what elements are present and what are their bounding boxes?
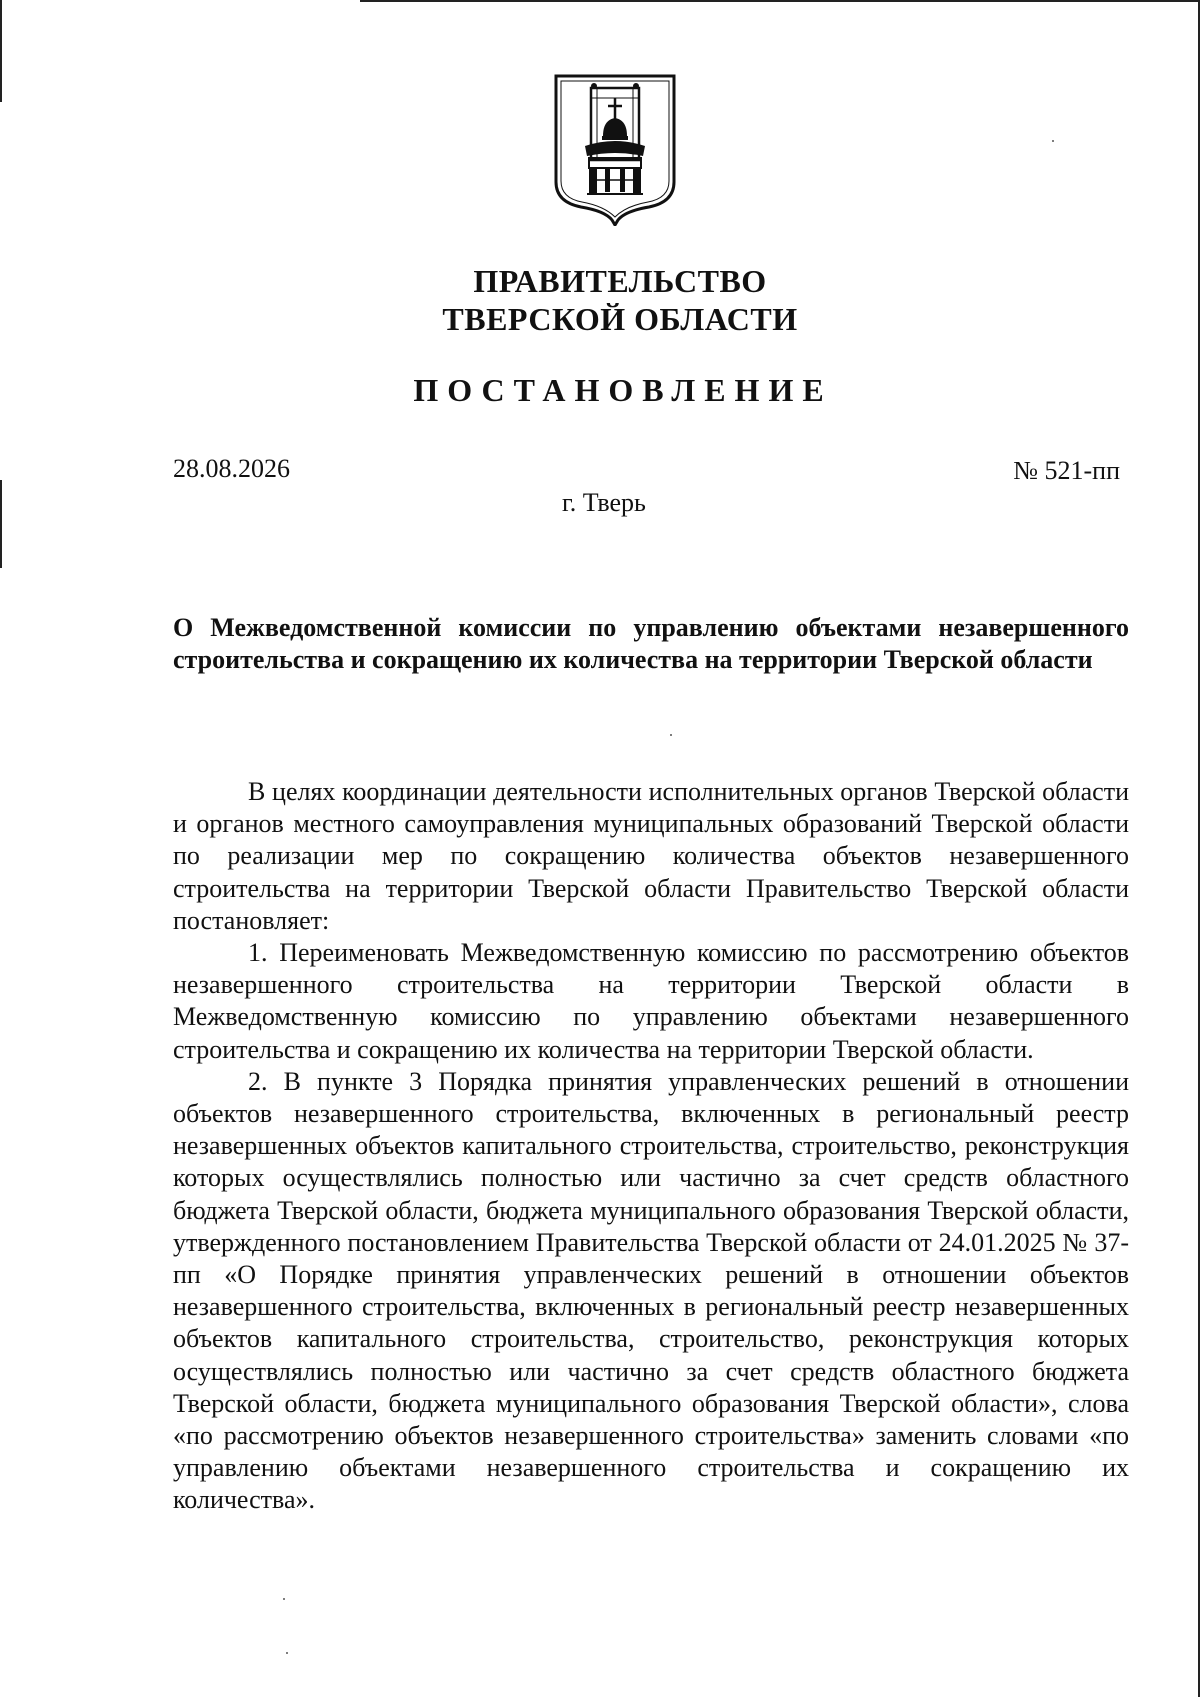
document-body bbox=[173, 776, 1129, 1517]
scan-speck bbox=[670, 734, 672, 736]
body-item-2: 2. В пункте 3 Порядка принятия управленческих решений в отношении объектов незавершенного строительства, включенных в региональный реестр незавершенных объектов капитального строительства, строительство, реконструкция которых осуществлялись полностью или частично за счет средств областного бюджета Тверской области, бюджета муниципального образования Тверской области, утвержденного постановлением Правительства Тверской области от 24.01.2025 № 37-пп «О Порядке принятия управленческих решений в отношении объектов незавершенного строительства, включенных в региональный реестр незавершенных объектов капитального строительства, строительство, реконструкция которых осуществлялись полностью или частично за счет средств областного бюджета Тверской области, бюджета муниципального образования Тверской области», слова «по рассмотрению объектов незавершенного строительства» заменить словами «по управлению объектами незавершенного строительства и сокращению их количества». bbox=[173, 1066, 1129, 1515]
scan-edge-left-upper bbox=[0, 0, 2, 102]
tver-region-coat-of-arms-icon bbox=[553, 74, 677, 226]
scan-speck bbox=[283, 1598, 285, 1600]
document-number: № 521-пп bbox=[1013, 456, 1120, 485]
scan-edge-top bbox=[360, 0, 1200, 2]
scan-edge-left-lower bbox=[0, 480, 2, 568]
document-date: 28.08.2026 bbox=[173, 454, 290, 483]
document-city: г. Тверь bbox=[562, 488, 646, 517]
government-name-line1: ПРАВИТЕЛЬСТВО bbox=[473, 263, 767, 299]
document-subject: О Межведомственной комиссии по управлению объектами незавершенного строительства и сокращению их количества на территории Тверской области bbox=[173, 613, 1129, 674]
body-preamble: В целях координации деятельности исполнительных органов Тверской области и органов местного самоуправления муниципальных образований Тверской области по реализации мер по сокращению количества объектов незавершенного строительства на территории Тверской области Правительство Тверской области постановляет: bbox=[173, 777, 1129, 935]
body-item-1: 1. Переименовать Межведомственную комиссию по рассмотрению объектов незавершенного строительства на территории Тверской области в Межведомственную комиссию по управлению объектами незавершенного строительства и сокращению их количества на территории Тверской области. bbox=[173, 938, 1129, 1064]
scan-speck bbox=[1052, 140, 1054, 142]
government-name-line2: ТВЕРСКОЙ ОБЛАСТИ bbox=[442, 301, 798, 337]
scan-speck bbox=[286, 1652, 288, 1654]
document-type-heading: ПОСТАНОВЛЕНИЕ bbox=[413, 372, 833, 408]
